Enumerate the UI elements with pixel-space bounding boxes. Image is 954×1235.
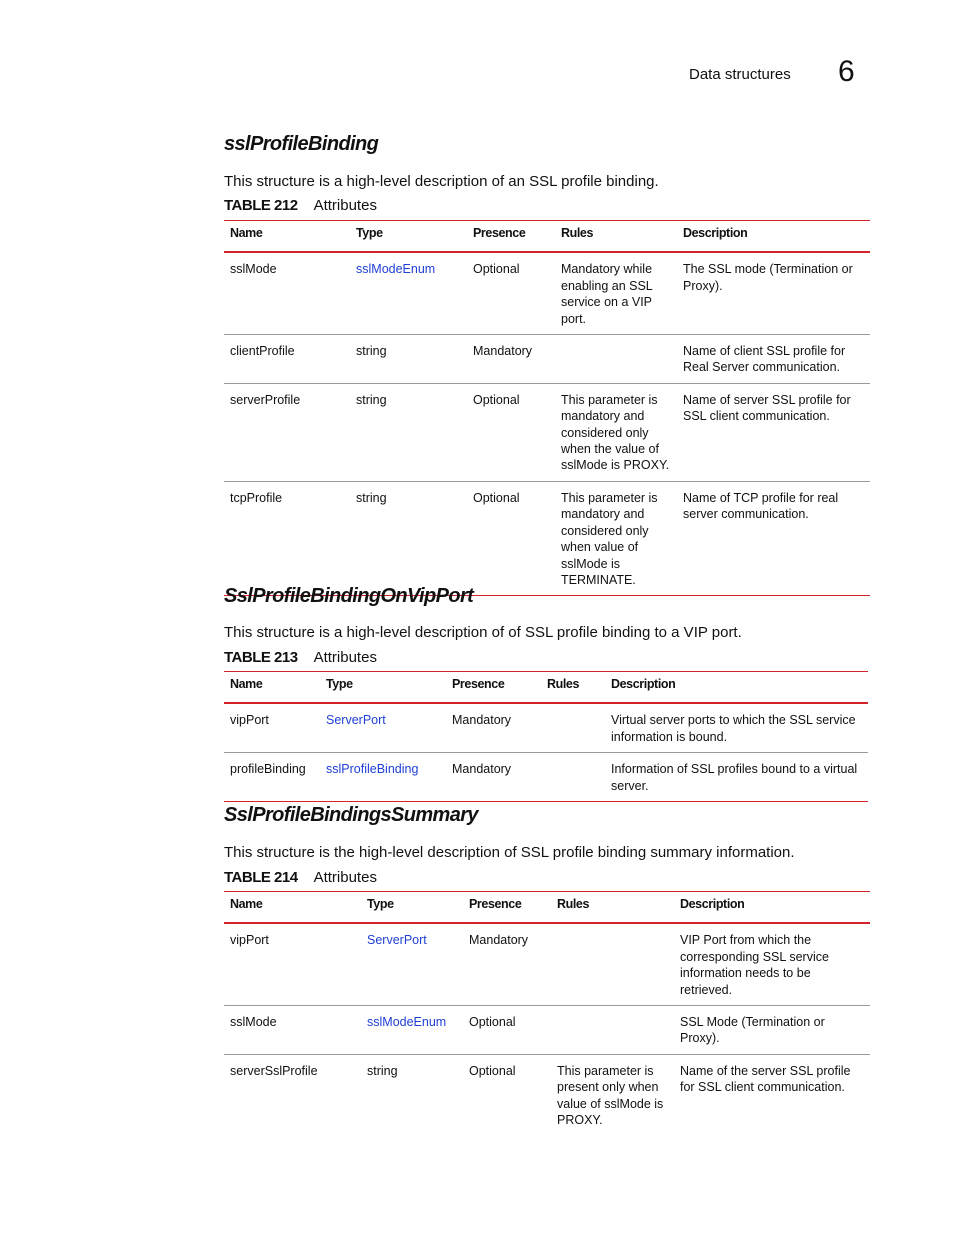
section-intro: This structure is the high-level description of SSL profile binding summary information.: [224, 844, 795, 861]
section-sslprofilebinding: [224, 133, 870, 587]
cell-name: serverSslProfile: [230, 1063, 318, 1078]
cell-description: VIP Port from which the corresponding SSL service information needs to be retrieved.: [674, 923, 870, 1005]
running-header-section: Data structures: [689, 66, 791, 83]
column-header: Rules: [555, 221, 677, 253]
table-row: [224, 481, 870, 595]
cell-description: Name of server SSL profile for SSL client communication.: [677, 383, 870, 481]
cell-presence: Optional: [467, 252, 555, 334]
section-title: SslProfileBindingsSummary: [224, 804, 478, 826]
cell-presence: Mandatory: [463, 923, 551, 1005]
column-header: Description: [605, 672, 868, 704]
table-number: TABLE 213: [224, 649, 298, 666]
cell-description: Virtual server ports to which the SSL service information is bound.: [605, 703, 868, 752]
cell-description: SSL Mode (Termination or Proxy).: [674, 1006, 870, 1055]
cell-type: string: [350, 481, 467, 595]
cell-type: string: [367, 1063, 398, 1078]
cell-rules: [555, 335, 677, 384]
cell-rules: [551, 923, 674, 1005]
table-row: [224, 252, 870, 334]
cell-presence: Optional: [463, 1006, 551, 1055]
column-header: Name: [224, 672, 320, 704]
cell-rules: [541, 753, 605, 802]
cell-presence: Optional: [469, 1063, 516, 1078]
running-header: [0, 55, 954, 93]
cell-description: The SSL mode (Termination or Proxy).: [677, 252, 870, 334]
cell-rules: Mandatory while enabling an SSL service on a VIP port.: [555, 252, 677, 334]
table-number: TABLE 214: [224, 869, 298, 886]
cell-rules: [551, 1006, 674, 1055]
table-number: TABLE 212: [224, 197, 298, 214]
table-label: Attributes: [313, 869, 377, 886]
column-header: Presence: [467, 221, 555, 253]
cell-rules: [541, 703, 605, 752]
table-header-row: [224, 672, 868, 704]
cell-name: clientProfile: [224, 335, 350, 384]
table-label: Attributes: [313, 197, 377, 214]
table-row: [224, 703, 868, 752]
table-caption: [224, 869, 377, 886]
cell-rules: This parameter is present only when value of sslMode is PROXY.: [557, 1063, 664, 1128]
cell-name: serverProfile: [224, 383, 350, 481]
cell-type: string: [350, 335, 467, 384]
table-row: [224, 1006, 870, 1055]
cell-name: sslMode: [224, 1006, 361, 1055]
attributes-table: [224, 671, 868, 802]
cell-rules: This parameter is mandatory and considered only when value of sslMode is TERMINATE.: [555, 481, 677, 595]
cell-name: tcpProfile: [224, 481, 350, 595]
cell-presence: Optional: [467, 383, 555, 481]
table-row: [224, 923, 870, 1005]
column-header: Presence: [463, 892, 551, 924]
cell-presence: Mandatory: [446, 753, 541, 802]
section-sslprofilebindingonvipport: [224, 585, 868, 793]
cell-presence: Mandatory: [467, 335, 555, 384]
table-row: [224, 383, 870, 481]
cell-rules: This parameter is mandatory and considered only when the value of sslMode is PROXY.: [555, 383, 677, 481]
cell-name: profileBinding: [224, 753, 320, 802]
section-title: SslProfileBindingOnVipPort: [224, 585, 474, 607]
column-header: Type: [350, 221, 467, 253]
section-intro: This structure is a high-level description of an SSL profile binding.: [224, 173, 659, 190]
cell-name: vipPort: [224, 703, 320, 752]
column-header: Rules: [551, 892, 674, 924]
column-header: Presence: [446, 672, 541, 704]
cell-name: vipPort: [224, 923, 361, 1005]
table-caption: [224, 197, 377, 214]
column-header: Type: [361, 892, 463, 924]
table-row: [224, 753, 868, 802]
cell-type-link[interactable]: sslProfileBinding: [320, 753, 446, 802]
table-header-row: [224, 221, 870, 253]
section-title: sslProfileBinding: [224, 133, 379, 155]
table-caption: [224, 649, 377, 666]
column-header: Type: [320, 672, 446, 704]
cell-type-link[interactable]: ServerPort: [320, 703, 446, 752]
attributes-table: [224, 220, 870, 596]
cell-description: Name of client SSL profile for Real Server communication.: [677, 335, 870, 384]
table-header-row: [224, 892, 870, 924]
cell-type: string: [350, 383, 467, 481]
section-sslprofilebindingssummary: [224, 804, 870, 1128]
column-header: Name: [224, 892, 361, 924]
cell-type-link[interactable]: sslModeEnum: [350, 252, 467, 334]
chapter-number: 6: [838, 55, 855, 88]
cell-presence: Optional: [467, 481, 555, 595]
cell-description: Name of the server SSL profile for SSL client communication.: [680, 1063, 851, 1095]
table-row: [224, 335, 870, 384]
section-intro: This structure is a high-level description of of SSL profile binding to a VIP port.: [224, 624, 742, 641]
cell-type-link[interactable]: sslModeEnum: [361, 1006, 463, 1055]
column-header: Name: [224, 221, 350, 253]
column-header: Description: [674, 892, 870, 924]
cell-description: Name of TCP profile for real server communication.: [677, 481, 870, 595]
column-header: Description: [677, 221, 870, 253]
table-label: Attributes: [313, 649, 377, 666]
cell-description: Information of SSL profiles bound to a virtual server.: [605, 753, 868, 802]
table-row: [224, 1054, 870, 1135]
cell-name: sslMode: [224, 252, 350, 334]
cell-type-link[interactable]: ServerPort: [361, 923, 463, 1005]
column-header: Rules: [541, 672, 605, 704]
cell-presence: Mandatory: [446, 703, 541, 752]
attributes-table: [224, 891, 870, 1135]
